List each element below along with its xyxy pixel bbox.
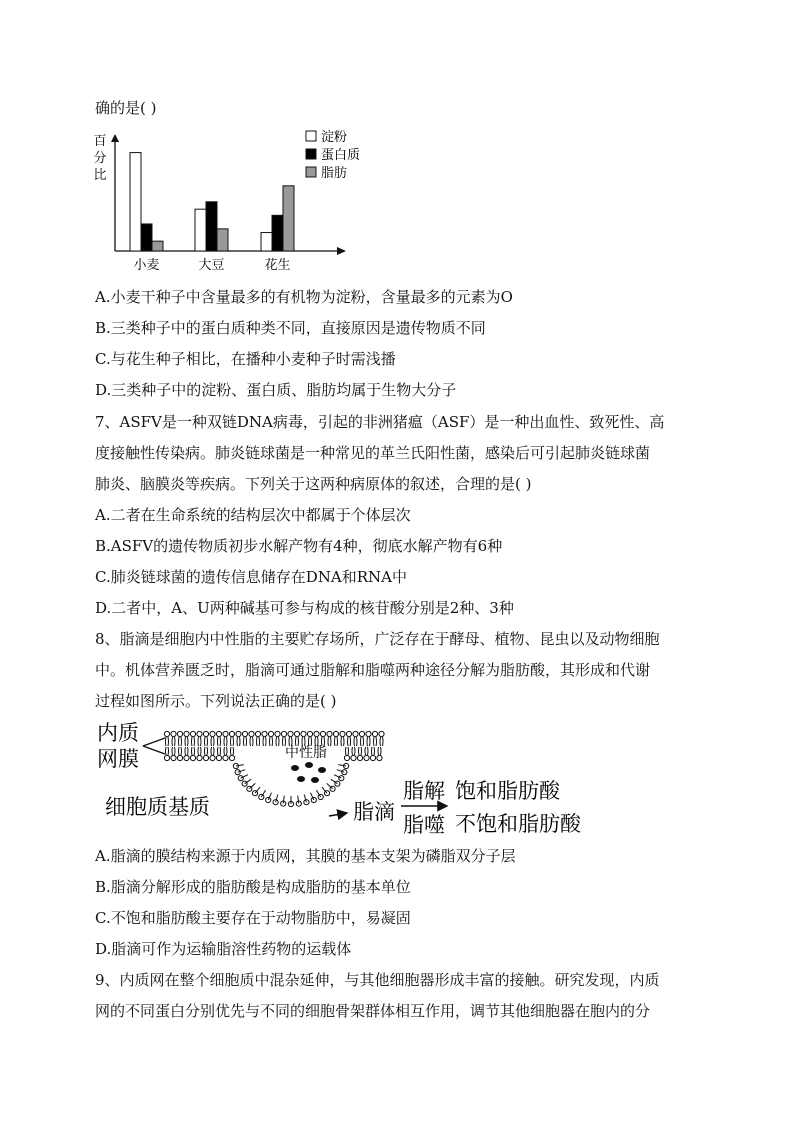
phospholipid-tail [244, 737, 247, 746]
phospholipid-head [364, 755, 369, 760]
phospholipid-head [333, 731, 338, 736]
er-pointer-bracket [143, 738, 165, 754]
phospholipid-head [171, 731, 176, 736]
y-axis-label-char: 分 [93, 151, 107, 166]
bar-2-2 [283, 186, 294, 251]
droplet-lipid-tail [283, 796, 284, 804]
phospholipid-head [242, 731, 247, 736]
category-label-2: 花生 [264, 258, 291, 273]
droplet-lipid-tail [236, 765, 244, 766]
phospholipid-tail [192, 747, 195, 755]
phospholipid-head [379, 731, 384, 736]
phospholipid-tail [231, 747, 234, 755]
q7-stem-line-3: 肺炎、脑膜炎等疾病。下列关于这两种病原体的叙述，合理的是( ) [95, 475, 532, 493]
q6-option-d: D.三类种子中的淀粉、蛋白质、脂肪均属于生物大分子 [95, 381, 457, 399]
legend-swatch-0 [306, 131, 316, 141]
neutral-fat-dot [291, 765, 299, 771]
nutrient-bar-chart [90, 128, 360, 278]
phospholipid-tail [198, 737, 201, 746]
bar-1-0 [195, 209, 206, 251]
phospholipid-tail [185, 747, 188, 755]
phospholipid-tail [185, 737, 188, 746]
phospholipid-head [184, 755, 189, 760]
phospholipid-tail [205, 737, 208, 746]
q8-option-b: B.脂滴分解形成的脂肪酸是构成脂肪的基本单位 [95, 878, 411, 896]
er-label-line-2: 网膜 [97, 747, 139, 771]
neutral-fat-dots [291, 762, 326, 783]
q6-stem-tail: 确的是( ) [95, 99, 157, 117]
phospholipid-head [197, 755, 202, 760]
phospholipid-tail [166, 747, 169, 755]
bar-2-0 [261, 233, 272, 251]
phospholipid-head [190, 731, 195, 736]
legend-label-0: 淀粉 [321, 130, 348, 145]
neutral-fat-dot [318, 767, 326, 773]
phospholipid-tail [346, 747, 349, 755]
phospholipid-head [197, 731, 202, 736]
phospholipid-tail [192, 737, 195, 746]
phospholipid-head [229, 755, 234, 760]
lipophagy-label: 脂噬 [403, 813, 445, 837]
droplet-lipid-tail [338, 765, 346, 766]
phospholipid-head [359, 731, 364, 736]
phospholipid-head [327, 731, 332, 736]
bar-0-2 [152, 241, 163, 251]
droplet-lipid-tail [298, 796, 299, 804]
droplet-arrow [329, 813, 347, 816]
legend-label-2: 脂肪 [321, 166, 348, 181]
phospholipid-tail [276, 737, 279, 746]
q7-option-c: C.肺炎链球菌的遗传信息储存在DNA和RNA中 [95, 568, 407, 586]
x-axis-arrow [337, 247, 346, 255]
phospholipid-head [223, 731, 228, 736]
bar-1-1 [206, 202, 217, 251]
phospholipid-head [370, 755, 375, 760]
phospholipid-head [216, 731, 221, 736]
phospholipid-tail [250, 737, 253, 746]
saturated-fatty-acid-label: 饱和脂肪酸 [455, 779, 560, 803]
neutral-fat-label: 中性脂 [285, 745, 327, 761]
bar-0-1 [141, 224, 152, 251]
phospholipid-tail [354, 737, 357, 746]
phospholipid-tail [211, 737, 214, 746]
q9-stem-line-2: 网的不同蛋白分别优先与不同的细胞骨架群体相互作用，调节其他细胞器在胞内的分 [95, 1002, 651, 1020]
phospholipid-head [301, 731, 306, 736]
q6-option-b: B.三类种子中的蛋白质种类不同，直接原因是遗传物质不同 [95, 319, 486, 337]
phospholipid-tail [224, 737, 227, 746]
phospholipid-tail [270, 737, 273, 746]
bar-2-1 [272, 215, 283, 251]
phospholipid-head [216, 755, 221, 760]
phospholipid-tail [172, 747, 175, 755]
neutral-fat-dot [297, 776, 305, 782]
q8-stem-line-3: 过程如图所示。下列说法正确的是( ) [95, 692, 337, 710]
q7-option-a: A.二者在生命系统的结构层次中都属于个体层次 [95, 506, 411, 524]
y-axis-label-char: 比 [93, 168, 107, 183]
phospholipid-head [372, 731, 377, 736]
neutral-fat-dot [311, 777, 319, 783]
phospholipid-tail [341, 737, 344, 746]
phospholipid-tail [205, 747, 208, 755]
phospholipid-head [268, 731, 273, 736]
phospholipid-tail [166, 737, 169, 746]
phospholipid-tail [237, 737, 240, 746]
droplet-lipid-head [266, 797, 271, 802]
phospholipid-tail [179, 737, 182, 746]
lipolysis-label: 脂解 [403, 779, 445, 803]
legend-swatch-2 [306, 167, 316, 177]
phospholipid-head [344, 755, 349, 760]
phospholipid-tail [367, 737, 370, 746]
phospholipid-head [171, 755, 176, 760]
q8-stem-line-2: 中。机体营养匮乏时，脂滴可通过脂解和脂噬两种途径分解为脂肪酸，其形成和代谢 [95, 661, 651, 679]
phospholipid-tail [348, 737, 351, 746]
phospholipid-head [340, 731, 345, 736]
er-label-line-1: 内质 [97, 721, 139, 745]
phospholipid-head [255, 731, 260, 736]
phospholipid-head [320, 731, 325, 736]
droplet-lipid-head [259, 794, 264, 799]
phospholipid-head [184, 731, 189, 736]
legend-label-1: 蛋白质 [321, 148, 360, 163]
category-label-1: 大豆 [198, 258, 225, 273]
lipid-droplet-diagram [95, 718, 595, 840]
q8-option-c: C.不饱和脂肪酸主要存在于动物脂肪中，易凝固 [95, 909, 411, 927]
phospholipid-head [275, 731, 280, 736]
q9-stem-line-1: 9、内质网在整个细胞质中混杂延伸，与其他细胞器形成丰富的接触。研究发现，内质 [95, 971, 660, 989]
phospholipid-tail [179, 747, 182, 755]
q7-stem-line-1: 7、ASFV是一种双链DNA病毒，引起的非洲猪瘟（ASF）是一种出血性、致死性、高 [95, 413, 665, 431]
phospholipid-head [281, 731, 286, 736]
q6-option-c: C.与花生种子相比，在播种小麦种子时需浅播 [95, 350, 396, 368]
phospholipid-tail [224, 747, 227, 755]
phospholipid-head [288, 731, 293, 736]
phospholipid-tail [263, 737, 266, 746]
cytoplasm-label: 细胞质基质 [105, 795, 210, 819]
phospholipid-tail [378, 747, 381, 755]
phospholipid-tail [231, 737, 234, 746]
q8-option-a: A.脂滴的膜结构来源于内质网，其膜的基本支架为磷脂双分子层 [95, 847, 516, 865]
phospholipid-tail [372, 747, 375, 755]
bar-0-0 [130, 153, 141, 251]
q7-stem-line-2: 度接触性传染病。肺炎链球菌是一种常见的革兰氏阳性菌，感染后可引起肺炎链球菌 [95, 444, 651, 462]
phospholipid-tail [361, 737, 364, 746]
phospholipid-head [294, 731, 299, 736]
phospholipid-head [223, 755, 228, 760]
phospholipid-head [229, 731, 234, 736]
phospholipid-head [346, 731, 351, 736]
phospholipid-tail [198, 747, 201, 755]
phospholipid-tail [172, 737, 175, 746]
phospholipid-head [190, 755, 195, 760]
neutral-fat-dot [305, 762, 313, 768]
unsaturated-fatty-acid-label: 不饱和脂肪酸 [455, 812, 581, 836]
phospholipid-head [314, 731, 319, 736]
category-label-0: 小麦 [133, 258, 160, 273]
y-axis-label-char: 百 [93, 134, 107, 149]
y-axis-arrow [111, 134, 119, 142]
phospholipid-head [177, 755, 182, 760]
bar-1-2 [217, 229, 228, 251]
phospholipid-head [210, 755, 215, 760]
phospholipid-tail [380, 737, 383, 746]
phospholipid-head [236, 731, 241, 736]
phospholipid-head [177, 731, 182, 736]
q7-option-b: B.ASFV的遗传物质初步水解产物有4种，彻底水解产物有6种 [95, 537, 503, 555]
phospholipid-head [249, 731, 254, 736]
droplet-lipid-tail [241, 775, 248, 779]
q8-stem-line-1: 8、脂滴是细胞内中性脂的主要贮存场所，广泛存在于酵母、植物、昆虫以及动物细胞 [95, 630, 660, 648]
phospholipid-tail [328, 737, 331, 746]
lipid-droplet-label: 脂滴 [353, 800, 395, 824]
phospholipid-head [366, 731, 371, 736]
phospholipid-head [357, 755, 362, 760]
phospholipid-tail [335, 737, 338, 746]
phospholipid-head [262, 731, 267, 736]
phospholipid-tail [218, 747, 221, 755]
phospholipid-head [210, 731, 215, 736]
q8-option-d: D.脂滴可作为运输脂溶性药物的运载体 [95, 940, 352, 958]
phospholipid-tail [374, 737, 377, 746]
q6-option-a: A.小麦干种子中含量最多的有机物为淀粉，含量最多的元素为O [95, 288, 513, 306]
phospholipid-head [164, 731, 169, 736]
q7-option-d: D.二者中，A、U两种碱基可参与构成的核苷酸分别是2种、3种 [95, 599, 514, 617]
phospholipid-head [377, 755, 382, 760]
phospholipid-tail [352, 747, 355, 755]
phospholipid-tail [365, 747, 368, 755]
legend-swatch-1 [306, 149, 316, 159]
phospholipid-head [351, 755, 356, 760]
phospholipid-tail [211, 747, 214, 755]
phospholipid-head [307, 731, 312, 736]
phospholipid-tail [257, 737, 260, 746]
phospholipid-tail [218, 737, 221, 746]
phospholipid-tail [359, 747, 362, 755]
phospholipid-head [203, 755, 208, 760]
droplet-lipid-tail [334, 775, 341, 779]
phospholipid-head [203, 731, 208, 736]
phospholipid-head [353, 731, 358, 736]
phospholipid-head [164, 755, 169, 760]
